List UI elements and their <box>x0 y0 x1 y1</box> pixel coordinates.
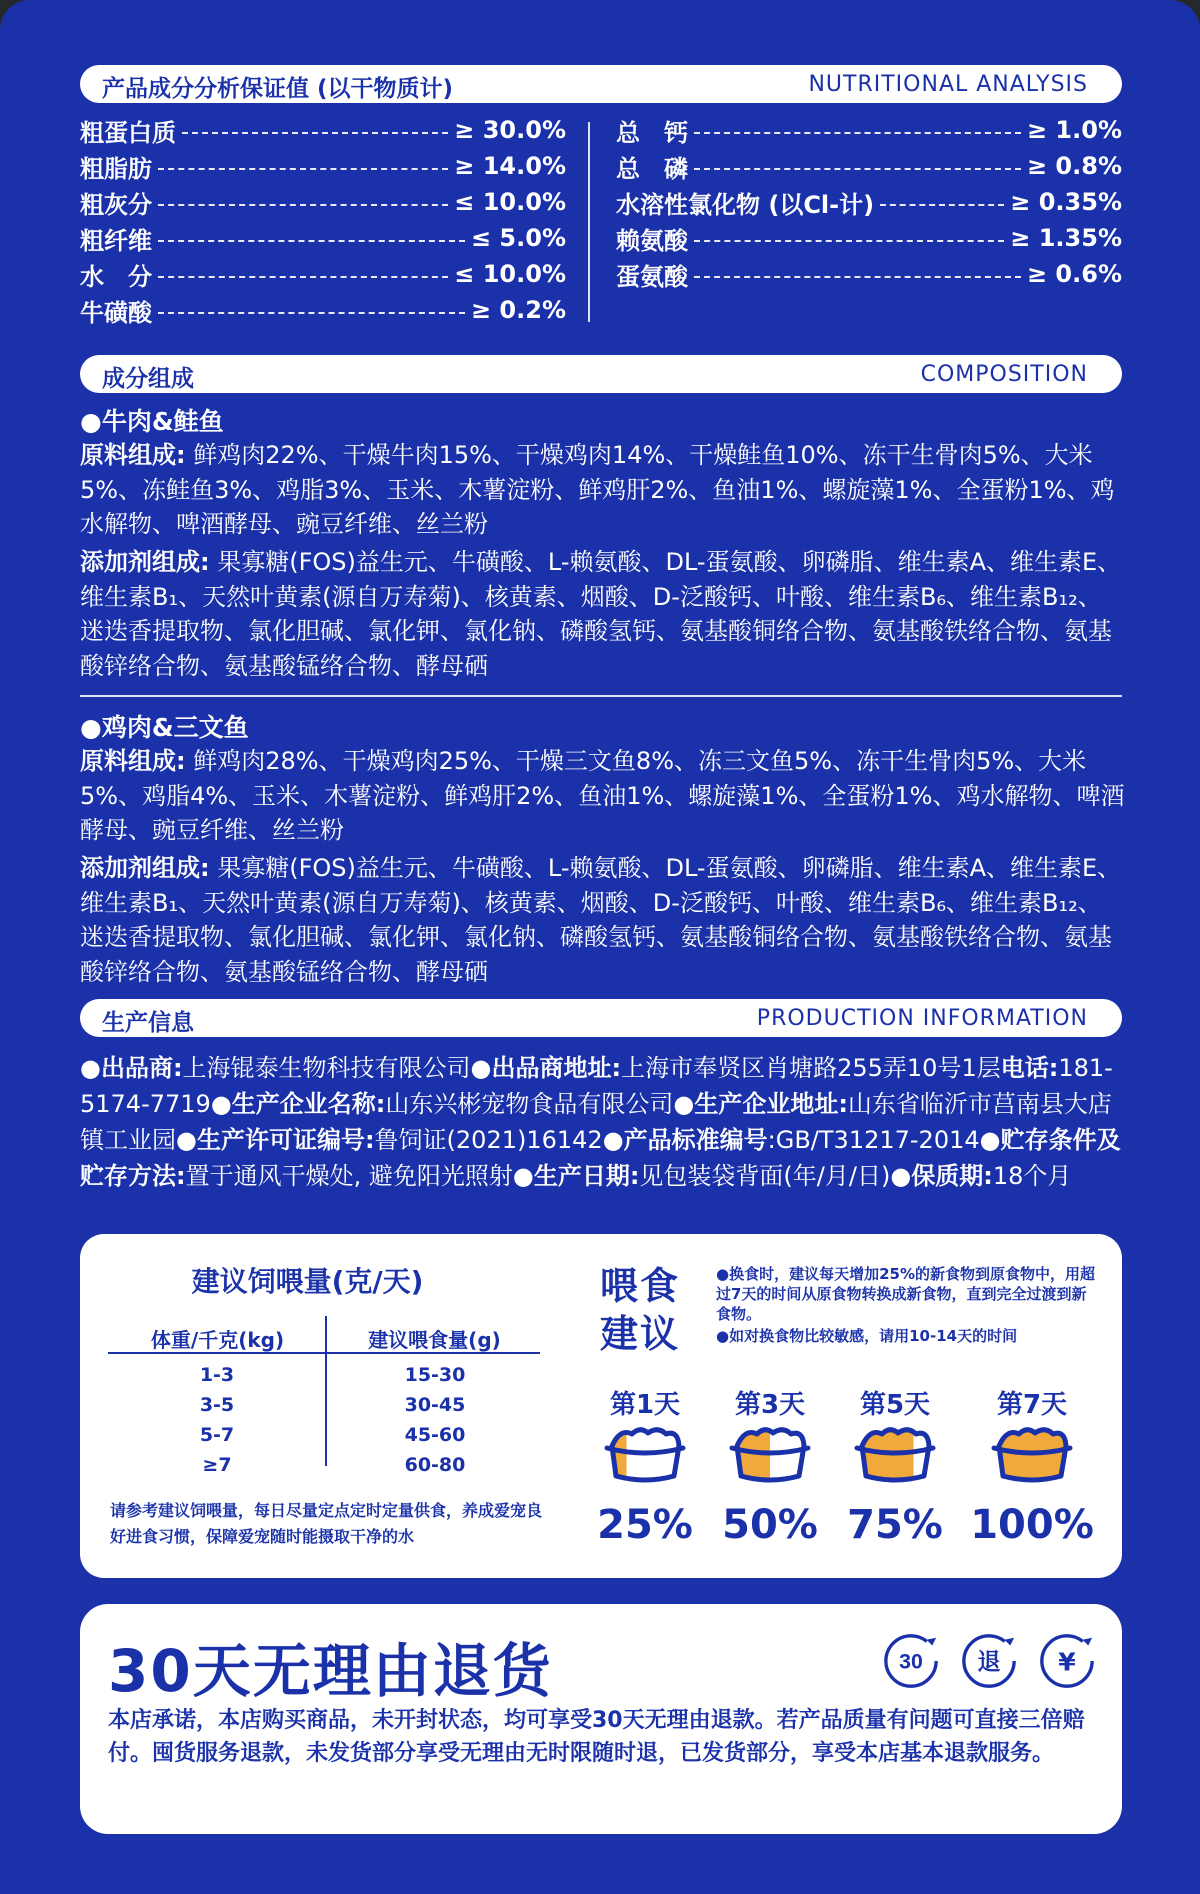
nutrition-row <box>80 186 566 218</box>
nutrient-value: ≥ 0.35% <box>1010 188 1122 216</box>
leader-dots <box>694 132 1021 134</box>
amount-cell: 30-45 <box>404 1394 466 1416</box>
stage-day: 第5天 <box>859 1390 931 1420</box>
table-column-rule <box>325 1316 327 1466</box>
amount-column-header: 建议喂食量(g) <box>368 1328 501 1352</box>
info-value: 山东省临沂市莒南县大店镇工业园 <box>80 1090 1112 1154</box>
returns-title: 30天无理由退货 <box>108 1637 553 1705</box>
tip-item: ●换食时，建议每天增加25%的新食物到原食物中，用超过7天的时间从原食物转换成新食物，直到完全过渡到新食物。 <box>716 1265 1095 1323</box>
info-label: ●生产企业名称: <box>210 1090 386 1118</box>
leader-dots <box>694 168 1021 170</box>
info-value: 18个月 <box>992 1162 1072 1190</box>
feeding-advice-title: 喂食建议 <box>600 1264 681 1356</box>
info-label: ●生产企业地址: <box>673 1090 848 1118</box>
raw-text: 鲜鸡肉28%、干燥鸡肉25%、干燥三文鱼8%、冻三文鱼5%、冻干生骨肉5%、大米5%、鸡脂4%、玉米、木薯淀粉、鲜鸡肝2%、鱼油1%、螺旋藻1%、全蛋粉1%、鸡水解物、啤酒酵母、豌豆纤维、丝兰粉 <box>80 747 1125 844</box>
nutrient-label: 水 分 <box>80 262 152 291</box>
amount-cell: 60-80 <box>404 1454 466 1476</box>
return-icon <box>960 1632 1018 1690</box>
leader-dots <box>158 204 448 206</box>
food-bowl-icon <box>602 1424 688 1488</box>
additives <box>80 545 1125 683</box>
food-bowl-icon <box>852 1424 938 1488</box>
nutrition-row <box>80 222 566 254</box>
nutrient-value: ≤ 10.0% <box>454 188 566 216</box>
nutrient-label: 总 磷 <box>616 154 688 183</box>
additive-text: 果寡糖(FOS)益生元、牛磺酸、L-赖氨酸、DL-蛋氨酸、卵磷脂、维生素A、维生素E、维生素B₁、天然叶黄素(源自万寿菊)、核黄素、烟酸、D-泛酸钙、叶酸、维生素B₆、维生素B₁₂、迷迭香提取物、氯化胆碱、氯化钾、氯化钠、磷酸氢钙、氨基酸铜络合物、氨基酸铁络合物、氨基酸锌络合物、氨基酸锰络合物、酵母硒 <box>80 854 1122 986</box>
weight-cell: 1-3 <box>199 1364 235 1386</box>
nutrient-value: ≥ 0.6% <box>1026 260 1122 288</box>
composition-title-cn: 成分组成 <box>102 366 194 392</box>
nutrition-row <box>616 114 1122 146</box>
nutrition-row <box>80 294 566 326</box>
feeding-note: 请参考建议饲喂量，每日尽量定点定时定量供食，养成爱宠良好进食习惯，保障爱宠随时能摄取干净的水 <box>110 1501 543 1546</box>
refund-icon <box>1038 1632 1096 1690</box>
production-title-cn: 生产信息 <box>102 1010 194 1036</box>
leader-dots <box>158 312 465 314</box>
amount-cell: 45-60 <box>404 1424 466 1446</box>
nutrient-label: 粗脂肪 <box>80 154 152 183</box>
info-label: ●出品商地址: <box>470 1054 622 1082</box>
food-bowl-icon <box>989 1424 1075 1488</box>
nutrition-header <box>80 65 1122 103</box>
raw-ingredients <box>80 438 1125 542</box>
composition-header <box>80 355 1122 393</box>
leader-dots <box>182 132 448 134</box>
nutrient-value: ≤ 5.0% <box>470 224 566 252</box>
nutrition-row <box>616 150 1122 182</box>
amount-cell: 15-30 <box>404 1364 466 1386</box>
section-divider <box>80 695 1122 697</box>
info-value: 上海锟泰生物科技有限公司 <box>182 1054 471 1082</box>
additive-text: 果寡糖(FOS)益生元、牛磺酸、L-赖氨酸、DL-蛋氨酸、卵磷脂、维生素A、维生素E、维生素B₁、天然叶黄素(源自万寿菊)、核黄素、烟酸、D-泛酸钙、叶酸、维生素B₆、维生素B₁₂、迷迭香提取物、氯化胆碱、氯化钾、氯化钠、磷酸氢钙、氨基酸铜络合物、氨基酸铁络合物、氨基酸锌络合物、氨基酸锰络合物、酵母硒 <box>80 548 1122 680</box>
leader-dots <box>694 240 1004 242</box>
nutrient-label: 赖氨酸 <box>616 226 688 255</box>
weight-cell: 3-5 <box>199 1394 235 1416</box>
info-label: ●生产日期: <box>512 1162 640 1190</box>
stage-percent: 50% <box>722 1502 818 1548</box>
production-info <box>80 1050 1125 1194</box>
product-name: ●牛肉&鲑鱼 <box>80 407 224 436</box>
nutrition-row <box>616 186 1122 218</box>
feeding-tips <box>716 1264 1096 1346</box>
additive-label: 添加剂组成: <box>80 548 210 576</box>
raw-ingredients <box>80 744 1125 848</box>
raw-text: 鲜鸡肉22%、干燥牛肉15%、干燥鸡肉14%、干燥鲑鱼10%、冻干生骨肉5%、大米5%、冻鲑鱼3%、鸡脂3%、玉米、木薯淀粉、鲜鸡肝2%、鱼油1%、螺旋藻1%、全蛋粉1%、鸡水解物、啤酒酵母、豌豆纤维、丝兰粉 <box>80 441 1115 538</box>
nutrient-value: ≤ 10.0% <box>454 260 566 288</box>
stage-day: 第1天 <box>609 1390 681 1420</box>
info-label: ●保质期: <box>890 1162 993 1190</box>
production-title-en: PRODUCTION INFORMATION <box>756 1006 1088 1031</box>
composition-title-en: COMPOSITION <box>920 362 1088 387</box>
stage-percent: 75% <box>847 1502 943 1548</box>
nutrient-value: ≥ 1.35% <box>1010 224 1122 252</box>
info-value: 上海市奉贤区肖塘路255弄10号1层 <box>621 1054 1001 1082</box>
leader-dots <box>694 276 1021 278</box>
info-value: 鲁饲证(2021)16142 <box>374 1126 603 1154</box>
production-header <box>80 999 1122 1037</box>
info-value: 181-5174-7719 <box>80 1054 1113 1118</box>
nutrient-label: 粗纤维 <box>80 226 152 255</box>
stage-day: 第3天 <box>734 1390 806 1420</box>
info-value: 见包装袋背面(年/月/日) <box>639 1162 891 1190</box>
nutrition-row <box>616 258 1122 290</box>
info-value: 置于通风干燥处, 避免阳光照射 <box>185 1162 513 1190</box>
leader-dots <box>158 276 448 278</box>
info-label: ●出品商: <box>80 1054 183 1082</box>
nutrition-row <box>80 258 566 290</box>
info-value: 山东兴彬宠物食品有限公司 <box>385 1090 674 1118</box>
return-icon-label: 退 <box>977 1648 1001 1676</box>
column-divider <box>588 122 590 322</box>
leader-dots <box>158 168 448 170</box>
nutrient-label: 水溶性氯化物 (以Cl-计) <box>616 190 875 219</box>
nutrient-label: 总 钙 <box>616 118 688 147</box>
stage-day: 第7天 <box>996 1390 1068 1420</box>
leader-dots <box>158 240 465 242</box>
raw-label: 原料组成: <box>80 747 186 775</box>
nutrient-value: ≥ 14.0% <box>454 152 566 180</box>
product-name: ●鸡肉&三文鱼 <box>80 713 249 742</box>
additive-label: 添加剂组成: <box>80 854 210 882</box>
nutrient-label: 粗灰分 <box>80 190 152 219</box>
nutrition-title-cn: 产品成分分析保证值 (以干物质计) <box>102 76 454 102</box>
info-label: ●生产许可证编号: <box>176 1126 375 1154</box>
info-label: ●产品标准编号 <box>602 1126 768 1154</box>
food-bowl-icon <box>727 1424 813 1488</box>
weight-cell: 5-7 <box>199 1424 235 1446</box>
feeding-card <box>80 1234 1122 1578</box>
nutrient-label: 蛋氨酸 <box>616 262 688 291</box>
info-label: 电话: <box>1000 1054 1059 1082</box>
feeding-title: 建议饲喂量(克/天) <box>191 1265 424 1298</box>
refund-icon-label: ¥ <box>1058 1647 1076 1677</box>
additives <box>80 851 1125 989</box>
returns-text: 本店承诺，本店购买商品，未开封状态，均可享受30天无理由退款。若产品质量有问题可直接三倍赔付。囤货服务退款，未发货部分享受无理由无时限随时退，已发货部分，享受本店基本退款服务。 <box>108 1708 1085 1766</box>
stage-percent: 100% <box>970 1502 1094 1548</box>
nutrition-row <box>80 150 566 182</box>
leader-dots <box>880 204 1004 206</box>
nutrition-row <box>80 114 566 146</box>
info-value: :GB/T31217-2014 <box>767 1126 980 1154</box>
nutrient-label: 牛磺酸 <box>80 298 152 327</box>
nutrient-value: ≥ 30.0% <box>454 116 566 144</box>
table-header-rule <box>108 1352 540 1354</box>
nutrient-value: ≥ 0.2% <box>470 296 566 324</box>
raw-label: 原料组成: <box>80 441 186 469</box>
nutrient-label: 粗蛋白质 <box>80 118 176 147</box>
info-label: ●贮存条件及贮存方法: <box>80 1126 1121 1190</box>
30-days-icon <box>882 1632 940 1690</box>
weight-column-header: 体重/千克(kg) <box>150 1328 285 1352</box>
weight-cell: ≥7 <box>202 1454 232 1476</box>
returns-card <box>80 1604 1122 1834</box>
nutrient-value: ≥ 1.0% <box>1026 116 1122 144</box>
nutrient-value: ≥ 0.8% <box>1026 152 1122 180</box>
30-days-icon-label: 30 <box>899 1649 923 1674</box>
stage-percent: 25% <box>597 1502 693 1548</box>
nutrition-row <box>616 222 1122 254</box>
nutrition-title-en: NUTRITIONAL ANALYSIS <box>808 72 1088 97</box>
tip-item: ●如对换食物比较敏感，请用10-14天的时间 <box>716 1327 1018 1345</box>
